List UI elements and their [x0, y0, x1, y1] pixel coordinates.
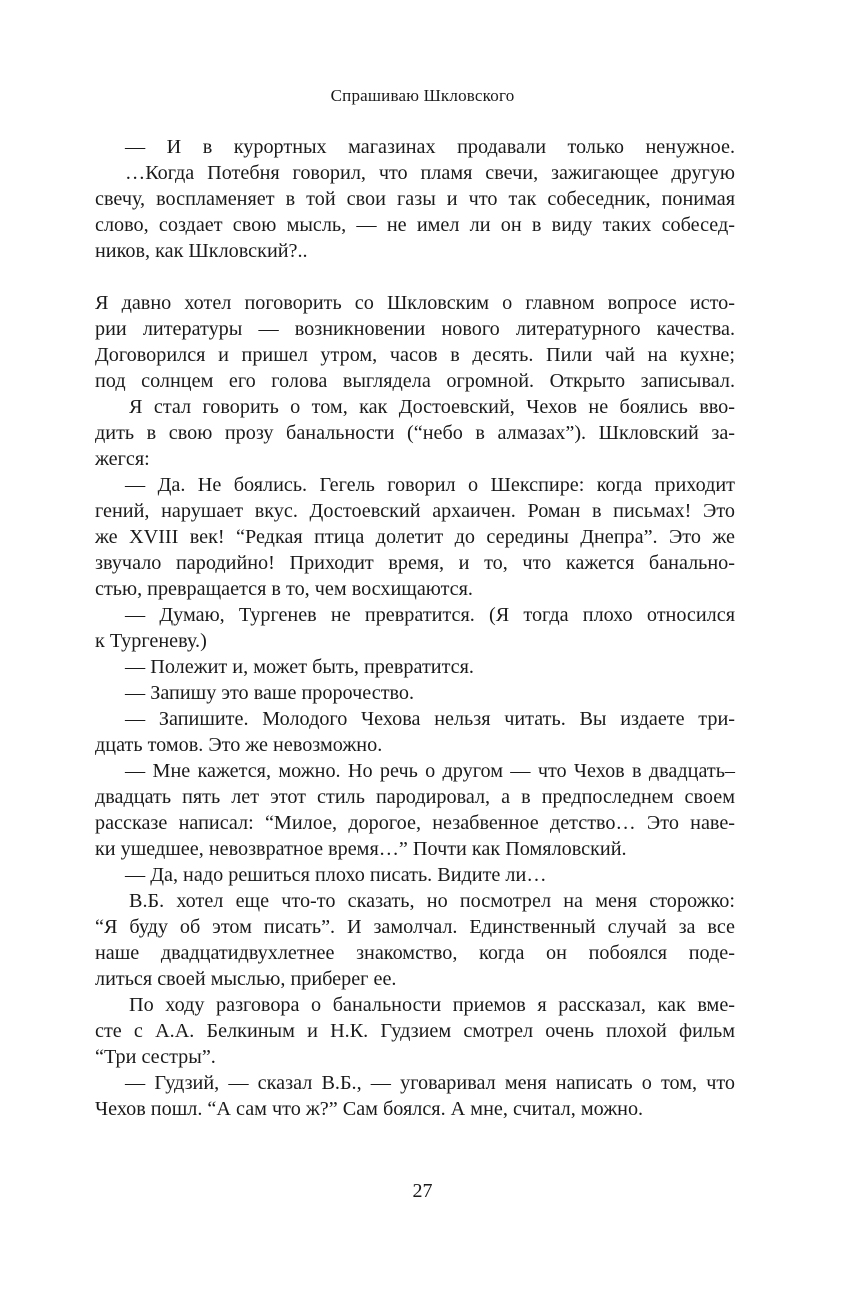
text-line: …Когда Потебня говорил, что пламя свечи, зажигающее другую	[125, 162, 735, 184]
text-line: звучало пародийно! Приходит время, и то, что кажется банально-	[95, 552, 735, 574]
text-line: “Я буду об этом писать”. И замолчал. Единственный случай за все	[95, 916, 735, 938]
text-line: Чехов пошл. “А сам что ж?” Сам боялся. А мне, считал, можно.	[95, 1098, 644, 1120]
text-line: дцать томов. Это же невозможно.	[95, 734, 383, 756]
body-text	[95, 134, 735, 1122]
running-title: Спрашиваю Шкловского	[330, 86, 515, 105]
section-break	[95, 264, 735, 290]
text-line: свечу, воспламеняет в той свои газы и что так собеседник, понимая	[95, 188, 735, 210]
text-line: литься своей мыслью, приберег ее.	[95, 968, 397, 990]
text-line: — Мне кажется, можно. Но речь о другом — что Чехов в двадцать–	[125, 760, 735, 782]
text-line: стью, превращается в то, чем восхищаются.	[95, 578, 473, 600]
text-line: — Запишу это ваше пророчество.	[125, 682, 415, 704]
text-line: — Гудзий, — сказал В.Б., — уговаривал меня написать о том, что	[125, 1072, 735, 1094]
text-line: ников, как Шкловский?..	[95, 240, 308, 262]
text-line: под солнцем его голова выглядела огромной. Открыто записывал.	[95, 370, 735, 392]
text-line: рии литературы — возникновении нового литературного качества.	[95, 318, 735, 340]
text-line: слово, создает свою мысль, — не имел ли он в виду таких собесед-	[95, 214, 735, 236]
text-line: По ходу разговора о банальности приемов я рассказал, как вме-	[129, 994, 735, 1016]
text-line: Я стал говорить о том, как Достоевский, Чехов не боялись вво-	[129, 396, 735, 418]
text-line: — Да, надо решиться плохо писать. Видите ли…	[125, 864, 547, 886]
text-line: — Полежит и, может быть, превратится.	[125, 656, 474, 678]
text-line: Я давно хотел поговорить со Шкловским о главном вопросе исто-	[95, 292, 735, 314]
text-line: к Тургеневу.)	[95, 630, 207, 652]
text-line: двадцать пять лет этот стиль пародировал, а в предпоследнем своем	[95, 786, 735, 808]
text-line: В.Б. хотел еще что-то сказать, но посмотрел на меня сторожко:	[129, 890, 735, 912]
text-line: — Запишите. Молодого Чехова нельзя читать. Вы издаете три-	[125, 708, 735, 730]
text-line: же XVIII век! “Редкая птица долетит до середины Днепра”. Это же	[95, 526, 735, 548]
text-line: дить в свою прозу банальности (“небо в алмазах”). Шкловский за-	[95, 422, 735, 444]
text-line: — И в курортных магазинах продавали только ненужное.	[125, 136, 735, 158]
text-line: наше двадцатидвухлетнее знакомство, когда он побоялся поде-	[95, 942, 735, 964]
text-line: гений, нарушает вкус. Достоевский архаичен. Роман в письмах! Это	[95, 500, 735, 522]
text-line: “Три сестры”.	[95, 1046, 216, 1068]
text-line: жегся:	[95, 448, 150, 470]
text-line: ки ушедшее, невозвратное время…” Почти как Помяловский.	[95, 838, 627, 860]
text-line: — Думаю, Тургенев не превратится. (Я тогда плохо относился	[125, 604, 735, 626]
text-line: Договорился и пришел утром, часов в десять. Пили чай на кухне;	[95, 344, 735, 366]
page-number: 27	[412, 1180, 433, 1202]
text-line: рассказе написал: “Милое, дорогое, незабвенное детство… Это наве-	[95, 812, 735, 834]
text-line: сте с А.А. Белкиным и Н.К. Гудзием смотрел очень плохой фильм	[95, 1020, 735, 1042]
text-line: — Да. Не боялись. Гегель говорил о Шекспире: когда приходит	[125, 474, 735, 496]
